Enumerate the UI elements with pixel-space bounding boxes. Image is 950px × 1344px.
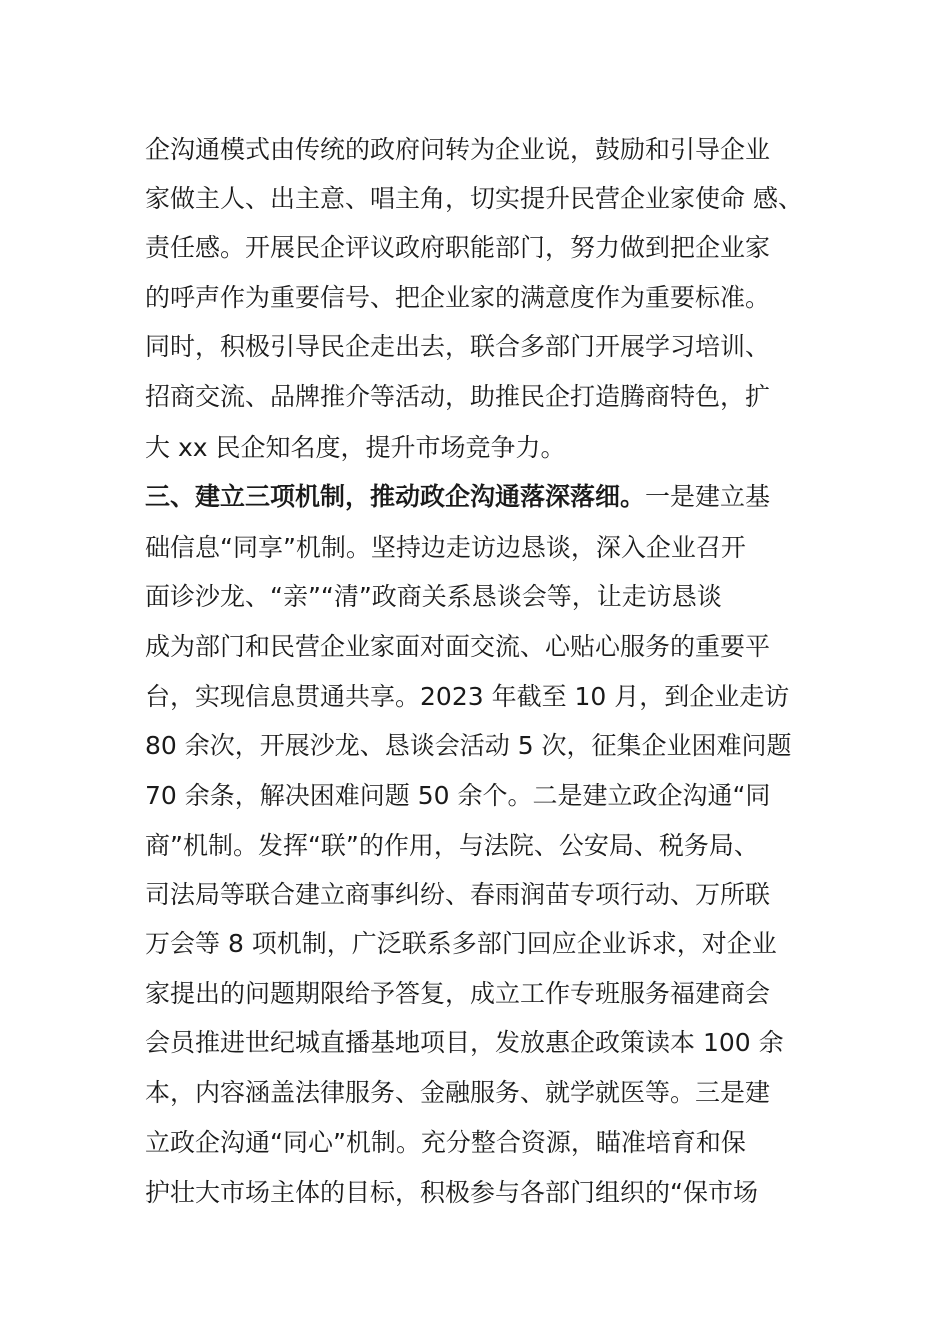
text-line: 大 xx 民企知名度，提升市场竞争力。	[145, 433, 566, 462]
text-run: 一是建立基	[645, 482, 771, 511]
text-line: 家提出的问题期限给予答复，成立工作专班服务福建商会	[145, 979, 771, 1008]
section-heading-line	[145, 482, 770, 512]
text-line: 护壮大市场主体的目标，积极参与各部门组织的“保市场	[145, 1178, 758, 1207]
text-line: 立政企沟通“同心”机制。充分整合资源，瞄准培育和保	[145, 1128, 746, 1157]
text-line: 80 余次，开展沙龙、恳谈会活动 5 次，征集企业困难问题	[145, 731, 792, 760]
text-line: 础信息“同享”机制。坚持边走访边恳谈，深入企业召开	[145, 533, 746, 562]
text-line: 企沟通模式由传统的政府问转为企业说，鼓励和引导企业	[145, 135, 771, 164]
text-line: 本，内容涵盖法律服务、金融服务、就学就医等。三是建	[145, 1078, 771, 1107]
text-line: 台，实现信息贯通共享。2023 年截至 10 月，到企业走访	[145, 682, 790, 711]
section-heading: 三、建立三项机制，推动政企沟通落深落细。	[145, 482, 646, 511]
text-line: 成为部门和民营企业家面对面交流、心贴心服务的重要平	[145, 632, 771, 661]
text-line: 同时，积极引导民企走出去，联合多部门开展学习培训、	[145, 332, 771, 361]
text-line: 招商交流、品牌推介等活动，助推民企打造腾商特色，扩	[145, 382, 771, 411]
text-line: 商”机制。发挥“联”的作用，与法院、公安局、税务局、	[145, 831, 759, 860]
text-line: 的呼声作为重要信号、把企业家的满意度作为重要标准。	[145, 283, 771, 312]
text-line: 家做主人、出主意、唱主角，切实提升民营企业家使命 感、	[145, 184, 803, 213]
text-line: 万会等 8 项机制，广泛联系多部门回应企业诉求，对企业	[145, 929, 777, 958]
text-line: 会员推进世纪城直播基地项目，发放惠企政策读本 100 余	[145, 1028, 784, 1057]
text-line: 责任感。开展民企评议政府职能部门，努力做到把企业家	[145, 233, 771, 262]
text-line: 面诊沙龙、“亲”“清”政商关系恳谈会等，让走访恳谈	[145, 582, 722, 611]
text-line: 司法局等联合建立商事纠纷、春雨润苗专项行动、万所联	[145, 880, 771, 909]
text-line: 70 余条，解决困难问题 50 余个。二是建立政企沟通“同	[145, 781, 771, 810]
